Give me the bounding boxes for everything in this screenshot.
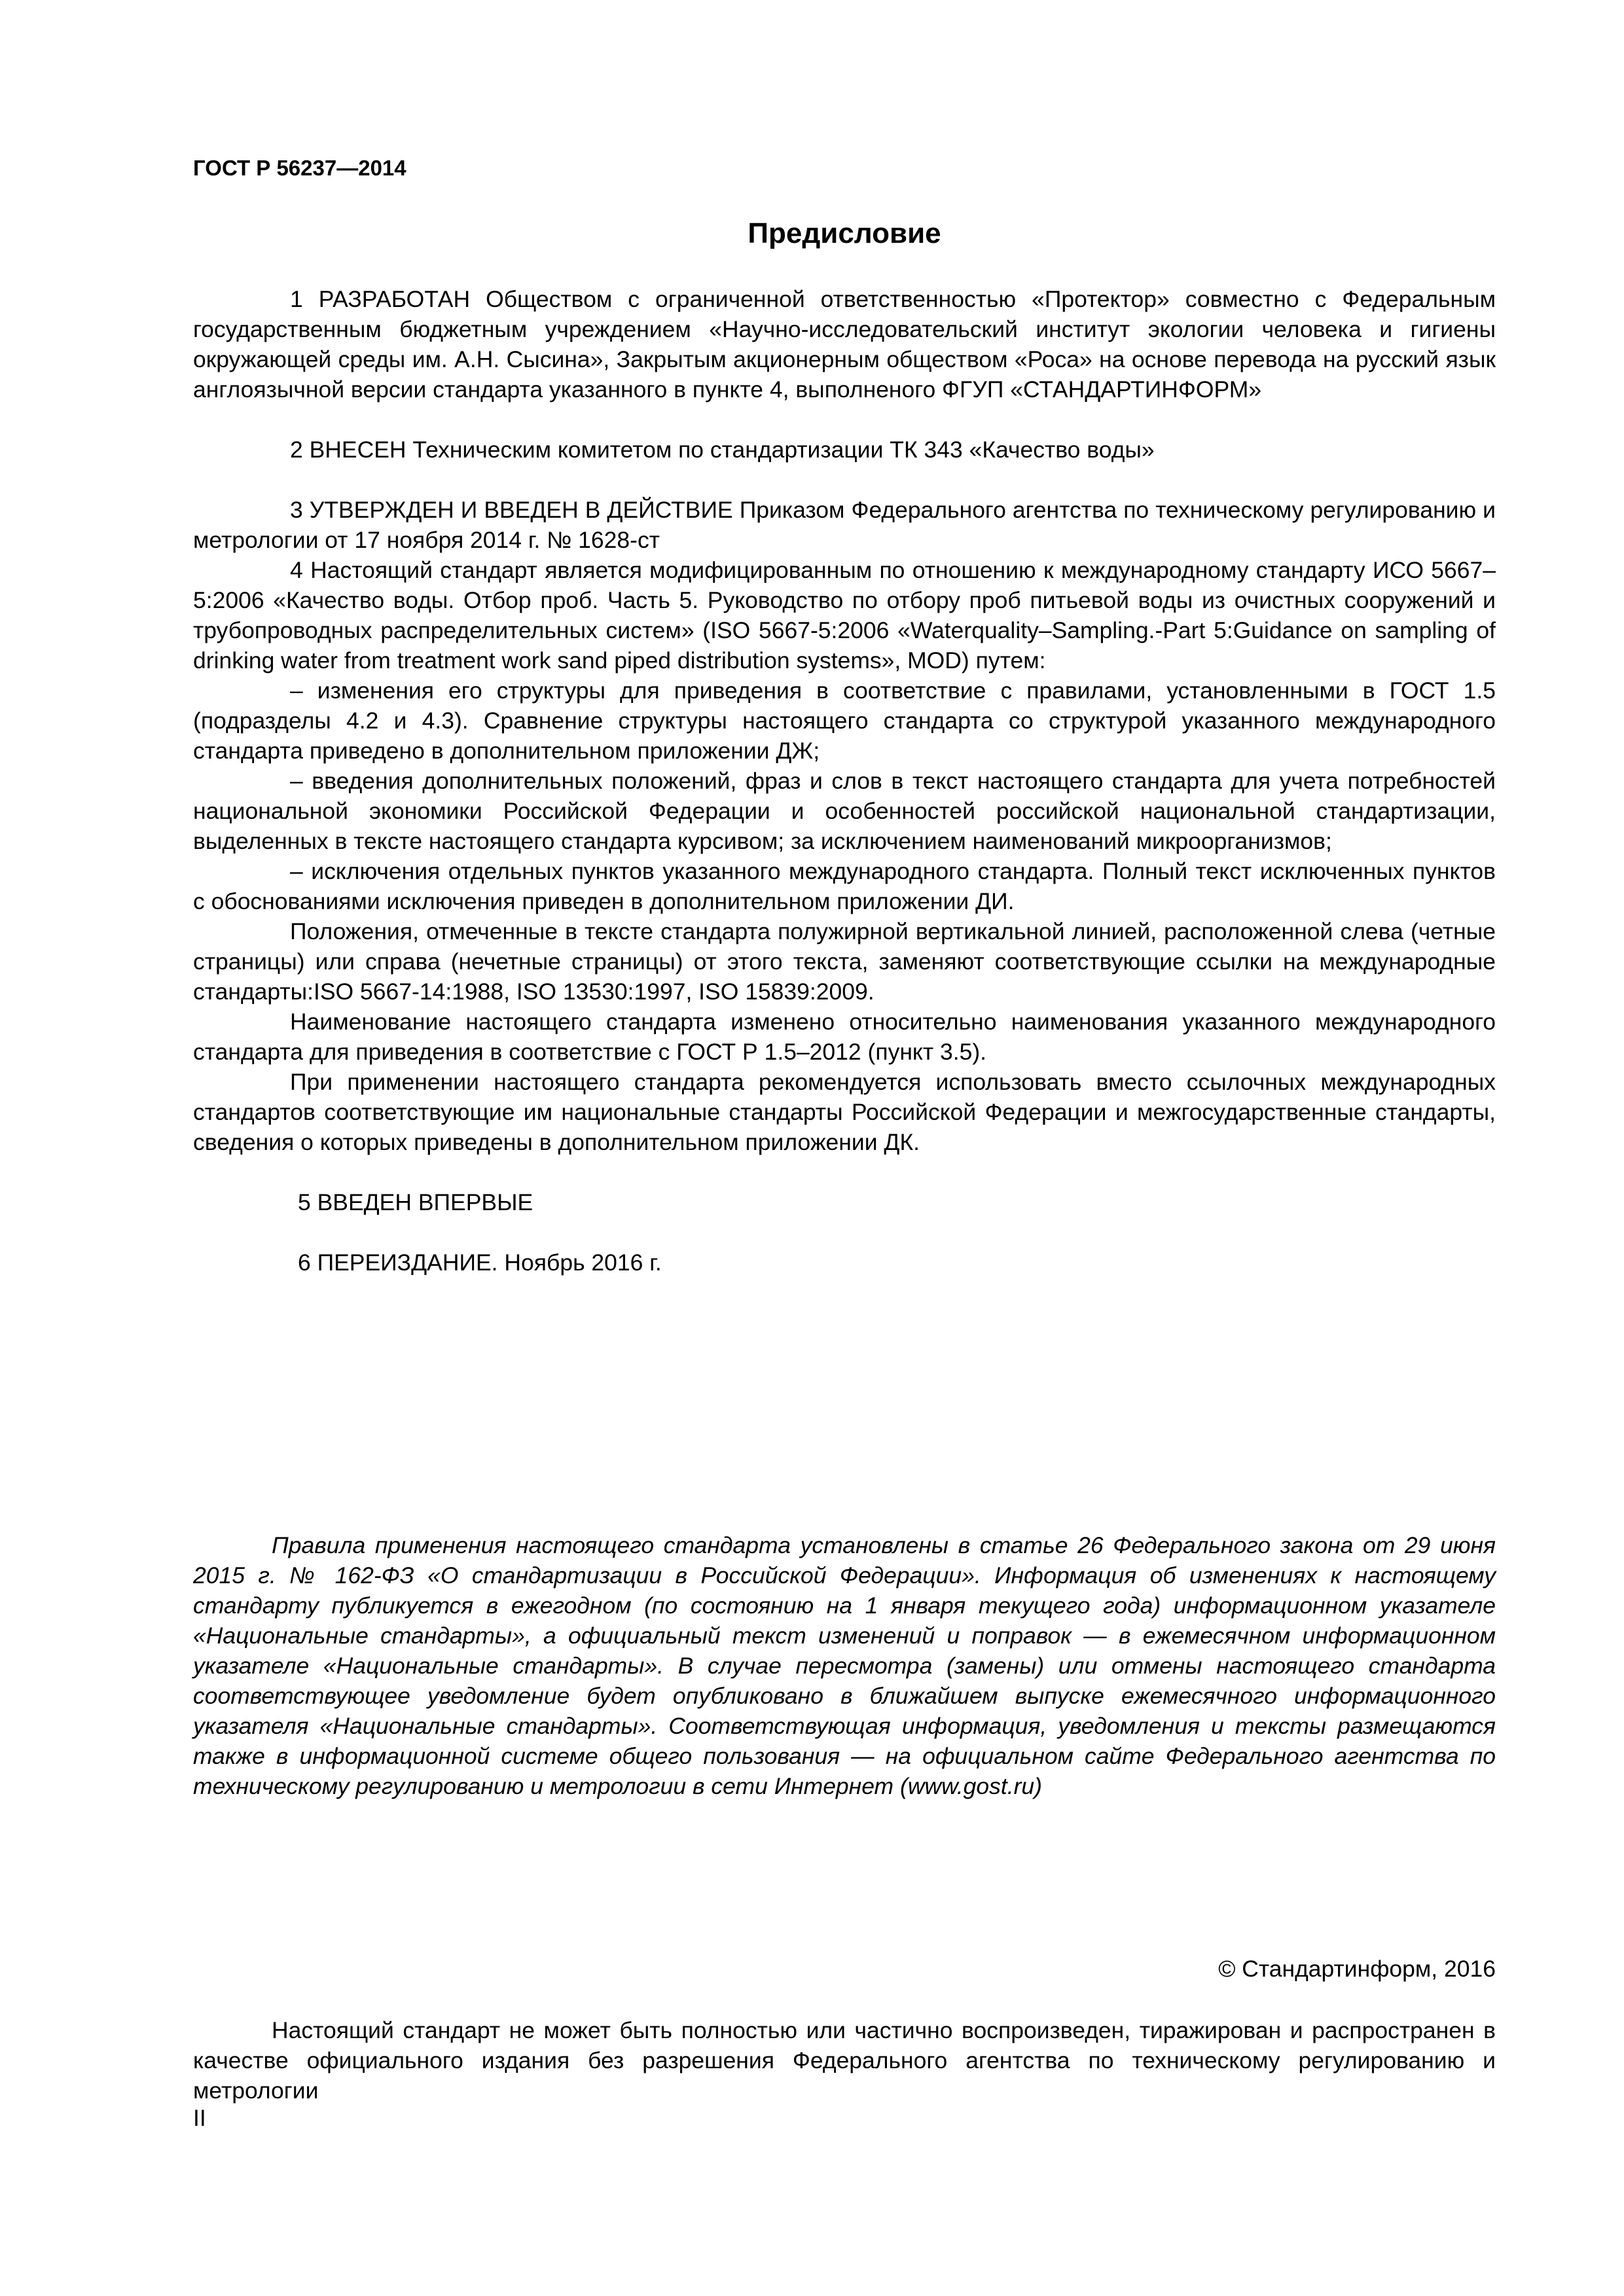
paragraph-references: При применении настоящего стандарта рекомендуется использовать вместо ссылочных международных стандартов соответствующие им национальные стандарты Российской Федерации и межгосударственные стандарты, сведения о которых приведены в дополнительном приложении ДК.	[193, 1069, 1496, 1155]
paragraph-introduced-by: 2 ВНЕСЕН Техническим комитетом по стандартизации ТК 343 «Качество воды»	[290, 437, 1155, 463]
document-header	[193, 156, 406, 181]
page-title: Предисловие	[748, 217, 941, 249]
paragraph-reissue: 6 ПЕРЕИЗДАНИЕ. Ноябрь 2016 г.	[298, 1249, 662, 1276]
list-item-structure-change: – изменения его структуры для приведения в соответствие с правилами, установленными в ГОСТ 1.5 (подразделы 4.2 и 4.3). Сравнение структуры настоящего стандарта со структурой указанного международного стандарта приведено в дополнительном приложении ДЖ;	[193, 677, 1496, 764]
page-number: II	[193, 2105, 206, 2131]
paragraph-marked-provisions: Положения, отмеченные в тексте стандарта полужирной вертикальной линией, расположенной слева (четные страницы) или справа (нечетные страницы) от этого текста, заменяют соответствующие ссылки на международные стандарты:ISO 5667-14:1988, ISO 13530:1997, ISO 15839:2009.	[193, 918, 1496, 1005]
list-item-exclusions: – исключения отдельных пунктов указанного международного стандарта. Полный текст исключенных пунктов с обоснованиями исключения приведен в дополнительном приложении ДИ.	[193, 858, 1496, 914]
list-item-additions: – введения дополнительных положений, фраз и слов в текст настоящего стандарта для учета потребностей национальной экономики Российской Федерации и особенностей российской национальной стандартизации, выделенных в тексте настоящего стандарта курсивом; за исключением наименований микроорганизмов;	[193, 768, 1496, 854]
standard-id: ГОСТ Р 56237—2014	[193, 156, 406, 180]
reproduction-restriction: Настоящий стандарт не может быть полностью или частично воспроизведен, тиражирован и распространен в качестве официального издания без разрешения Федерального агентства по техническому регулированию и метрологии	[193, 2017, 1496, 2104]
paragraph-modification: 4 Настоящий стандарт является модифицированным по отношению к международному стандарту ИСО 5667–5:2006 «Качество воды. Отбор проб. Часть 5. Руководство по отбору проб питьевой воды из очистных сооружений и трубопроводных распределительных систем» (ISO 5667-5:2006 «Waterquality–Sampling.-Part 5:Guidance on sampling of drinking water from treatment work sand piped distribution systems», MOD) путем:	[193, 557, 1496, 673]
application-rules-notice: Правила применения настоящего стандарта установлены в статье 26 Федерального закона от 29 июня 2015 г. № 162-ФЗ «О стандартизации в Российской Федерации». Информация об изменениях к настоящему стандарту публикуется в ежегодном (по состоянию на 1 января текущего года) информационном указателе «Национальные стандарты», а официальный текст изменений и поправок — в ежемесячном информационном указателе «Национальные стандарты». В случае пересмотра (замены) или отмены настоящего стандарта соответствующее уведомление будет опубликовано в ближайшем выпуске ежемесячного информационного указателя «Национальные стандарты». Соответствующая информация, уведомления и тексты размещаются также в информационной системе общего пользования — на официальном сайте Федерального агентства по техническому регулированию и метрологии в сети Интернет (www.gost.ru)	[193, 1532, 1496, 1799]
paragraph-name-change: Наименование настоящего стандарта изменено относительно наименования указанного международного стандарта для приведения в соответствие с ГОСТ Р 1.5–2012 (пункт 3.5).	[193, 1009, 1496, 1065]
paragraph-approved: 3 УТВЕРЖДЕН И ВВЕДЕН В ДЕЙСТВИЕ Приказом Федерального агентства по техническому регулированию и метрологии от 17 ноября 2014 г. № 1628-ст	[193, 497, 1496, 553]
paragraph-developed-by: 1 РАЗРАБОТАН Обществом с ограниченной ответственностью «Протектор» совместно с Федеральным государственным бюджетным учреждением «Научно-исследовательский институт экологии человека и гигиены окружающей среды им. А.Н. Сысина», Закрытым акционерным обществом «Роса» на основе перевода на русский язык англоязычной версии стандарта указанного в пункте 4, выполненого ФГУП «СТАНДАРТИНФОРМ»	[193, 286, 1496, 403]
foreword-body	[193, 284, 1496, 1278]
paragraph-first-introduced: 5 ВВЕДЕН ВПЕРВЫЕ	[298, 1189, 533, 1215]
copyright: © Стандартинформ, 2016	[1218, 1956, 1496, 1982]
